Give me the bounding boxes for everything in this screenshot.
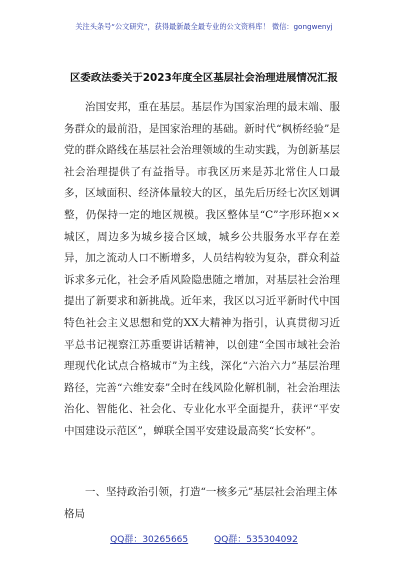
header-promo-note: 关注头条号“公文研究”，获得最新最全最专业的公文资料库！ 微信：gongwenyj xyxy=(75,22,333,31)
document-title: 区委政法委关于2023年度全区基层社会治理进展情况汇报 xyxy=(70,72,338,84)
qq-group-link-2[interactable]: QQ群：535304092 xyxy=(214,535,298,545)
footer-contact xyxy=(0,532,408,545)
qq-group-link-1[interactable]: QQ群：30265665 xyxy=(110,535,189,545)
section-heading: 一、坚持政治引领，打造“一核多元”基层社会治理主体格局 xyxy=(64,486,338,520)
body-paragraph: 治国安邦，重在基层。基层作为国家治理的最末端、服务群众的最前沿，是国家治理的基础。新时代“枫桥经验”是党的群众路线在基层社会治理领域的生动实践，为创新基层社会治理提供了有益指导。市我区历来是苏北常住人口最多，区域面积、经济体量较大的区，虽先后历经七次区划调整，仍保持一定的地区规模。我区整体呈“C”字形环抱××城区，周边多为城乡接合区域，城乡公共服务水平存在差异，加之流动人口不断增多，人员结构较为复杂，群众利益诉求多元化，社会矛盾风险隐患随之增加，对基层社会治理提出了新要求和新挑战。近年来，我区以习近平新时代中国特色社会主义思想和党的XX大精神为指引，认真贯彻习近平总书记视察江苏重要讲话精神，以创建“全国市域社会治理现代化试点合格城市”为主线，深化“六治六力”基层治理路径，完善“六维安泰”全时在线风险化解机制，社会治理法治化、智能化、社会化、专业化水平全面提升，获评“平安中国建设示范区”，蝉联全国平安建设最高奖“长安杯”。 xyxy=(64,101,340,437)
